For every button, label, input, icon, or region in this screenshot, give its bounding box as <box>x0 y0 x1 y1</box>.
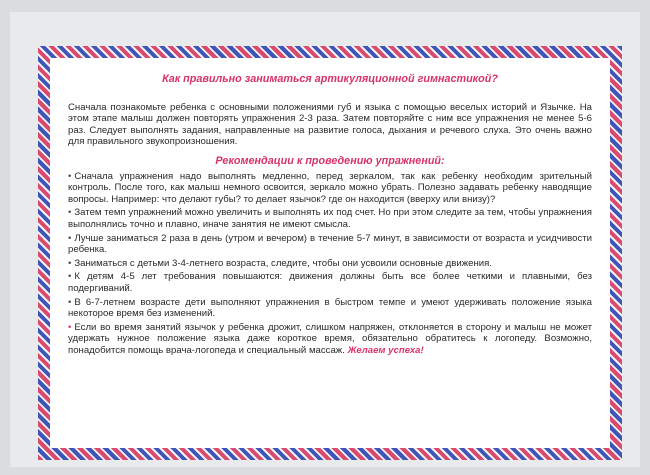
closing-wish: Желаем успеха! <box>347 344 424 356</box>
list-item <box>68 297 592 320</box>
list-item-text: Если во время занятий язычок у ребенка дрожит, слишком напряжен, отклоняется в сторону и малыш не может удержать нужное положение языка даже короткое время, обязательно обратитесь к логопеду. Возможно, понадобится помощь врача-логопеда и специальный массаж. <box>68 321 592 356</box>
recommendations-title: Рекомендации к проведению упражнений: <box>215 154 445 167</box>
bullet-icon: • <box>68 207 72 219</box>
list-item-text: К детям 4-5 лет требования повышаются: движения должны быть все более четкими и плавными, без подергиваний. <box>68 271 592 294</box>
document-title: Как правильно заниматься артикуляционной гимнастикой? <box>162 73 498 85</box>
bullet-icon: • <box>68 232 72 244</box>
list-item <box>68 271 592 294</box>
list-item <box>68 258 592 270</box>
bullet-icon: • <box>68 170 72 182</box>
paper-sheet <box>10 12 640 467</box>
bullet-icon: • <box>68 296 72 308</box>
list-item-text: Затем темп упражнений можно увеличить и выполнять их под счет. Но при этом следите за тем, чтобы упражнения выполнялись точно и плавно, иначе занятия не имеют смысла. <box>68 207 592 230</box>
list-item-text: Лучше заниматься 2 раза в день (утром и вечером) в течение 5-7 минут, в зависимости от возраста и усидчивости ребенка. <box>68 232 592 256</box>
bullet-icon: • <box>68 271 72 283</box>
bullet-icon: • <box>68 257 72 269</box>
document-content <box>68 74 592 440</box>
list-item-text: В 6-7-летнем возрасте дети выполняют упражнения в быстром темпе и умеют удерживать положение языка некоторое время без изменений. <box>68 296 592 320</box>
list-item-text: Заниматься с детьми 3-4-летнего возраста, следите, чтобы они усвоили основные движения. <box>74 257 492 269</box>
recommendations-list <box>68 171 592 357</box>
list-item <box>68 171 592 206</box>
list-item-text: Сначала упражнения надо выполнять медленно, перед зеркалом, так как ребенку необходим зрительный контроль. После того, как малыш немного освоится, зеркало можно убрать. Полезно задавать ребенку наводящие вопросы. Например: что делают губы? то делает язычок? где он находится (вверху или внизу)? <box>68 170 592 205</box>
decorative-striped-frame <box>38 46 622 460</box>
list-item <box>68 322 592 357</box>
bullet-icon: • <box>68 321 72 333</box>
list-item <box>68 233 592 256</box>
intro-paragraph: Сначала познакомьте ребенка с основными положениями губ и языка с помощью веселых историй и Язычке. На этом этапе малыш должен повторять упражнения 2-3 раза. Затем повторяйте с ним все упражнения не менее 5-6 раз. Следует выполнять задания, направленные на развитие голоса, дыхания и речевого слуха. Это очень важно для правильного звукопроизношения. <box>68 101 592 148</box>
list-item <box>68 207 592 230</box>
